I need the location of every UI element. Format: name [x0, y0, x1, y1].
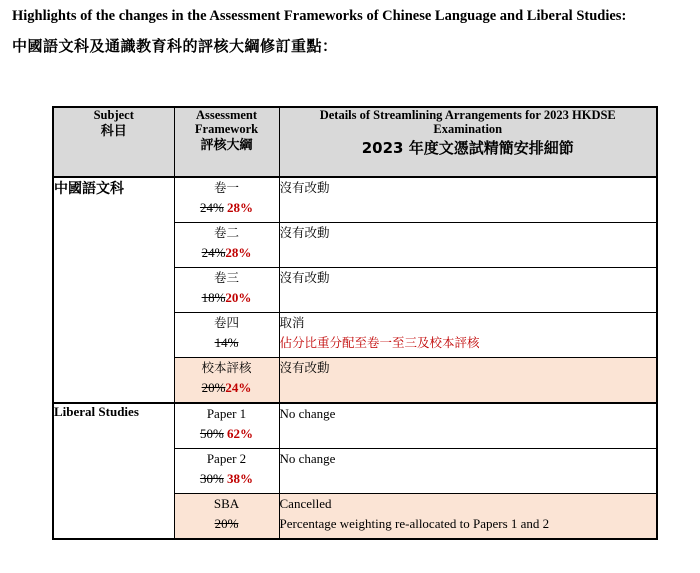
framework-cell [174, 177, 279, 223]
details-header-en-2: Examination [433, 122, 503, 136]
old-weighting: 50% [199, 426, 224, 441]
framework-cell [174, 223, 279, 268]
paper-label: 校本評核 [201, 360, 252, 375]
table-row [53, 403, 657, 449]
paper-label: 卷二 [213, 225, 239, 240]
detail-text: No change [279, 451, 336, 466]
subject-column-header [53, 107, 174, 177]
old-weighting: 24% [201, 245, 226, 260]
table-header-row [53, 107, 657, 177]
detail-note: Percentage weighting re-allocated to Papers 1 and 2 [279, 516, 550, 531]
framework-cell [174, 268, 279, 313]
framework-cell [174, 358, 279, 404]
paper-label: 卷一 [213, 180, 239, 195]
paper-label: 卷四 [213, 315, 239, 330]
details-header-zh: 2023 年度文憑試精簡安排細節 [361, 139, 574, 157]
paper-label: Paper 2 [206, 451, 247, 466]
framework-cell [174, 403, 279, 449]
new-weighting: 28% [227, 200, 254, 215]
detail-text: 沒有改動 [279, 360, 330, 375]
framework-cell [174, 313, 279, 358]
new-weighting: 28% [225, 245, 252, 260]
detail-note: 佔分比重分配至卷一至三及校本評核 [279, 335, 480, 350]
details-cell [279, 177, 657, 223]
subject-header-zh: 科目 [100, 124, 127, 139]
details-header-en-1: Details of Streamlining Arrangements for 2023 HKDSE [319, 108, 616, 122]
framework-column-header [174, 107, 279, 177]
old-weighting: 18% [201, 290, 226, 305]
new-weighting: 20% [225, 290, 252, 305]
details-cell [279, 494, 657, 540]
details-cell [279, 403, 657, 449]
table-row [53, 177, 657, 223]
new-weighting: 62% [227, 426, 254, 441]
detail-text: 沒有改動 [279, 180, 330, 195]
detail-text: No change [279, 406, 336, 421]
details-cell [279, 223, 657, 268]
detail-text: 取消 [279, 315, 305, 330]
details-cell [279, 449, 657, 494]
framework-header-en-2: Framework [194, 122, 259, 136]
details-cell [279, 268, 657, 313]
details-cell [279, 358, 657, 404]
old-weighting: 14% [214, 335, 239, 350]
subject-liberal-studies: Liberal Studies [53, 403, 174, 539]
details-cell [279, 313, 657, 358]
details-column-header [279, 107, 657, 177]
paper-label: Paper 1 [206, 406, 247, 421]
framework-header-en-1: Assessment [195, 108, 258, 122]
detail-text: 沒有改動 [279, 225, 330, 240]
old-weighting: 20% [214, 516, 239, 531]
paper-label: SBA [213, 496, 240, 511]
assessment-framework-table [52, 106, 658, 540]
framework-cell [174, 494, 279, 540]
framework-header-zh: 評核大綱 [200, 138, 253, 153]
old-weighting: 30% [199, 471, 224, 486]
new-weighting: 38% [227, 471, 254, 486]
detail-text: 沒有改動 [279, 270, 330, 285]
page-heading-chinese: 中國語文科及通識教育科的評核大綱修訂重點： [12, 37, 338, 55]
subject-header-en: Subject [93, 108, 134, 122]
detail-text: Cancelled [279, 496, 332, 511]
page-heading-english: Highlights of the changes in the Assessment Frameworks of Chinese Language and Liberal Studies: [12, 8, 627, 24]
framework-cell [174, 449, 279, 494]
new-weighting: 24% [225, 380, 252, 395]
old-weighting: 20% [201, 380, 226, 395]
old-weighting: 24% [199, 200, 224, 215]
subject-chinese-language: 中國語文科 [53, 177, 174, 403]
paper-label: 卷三 [213, 270, 239, 285]
